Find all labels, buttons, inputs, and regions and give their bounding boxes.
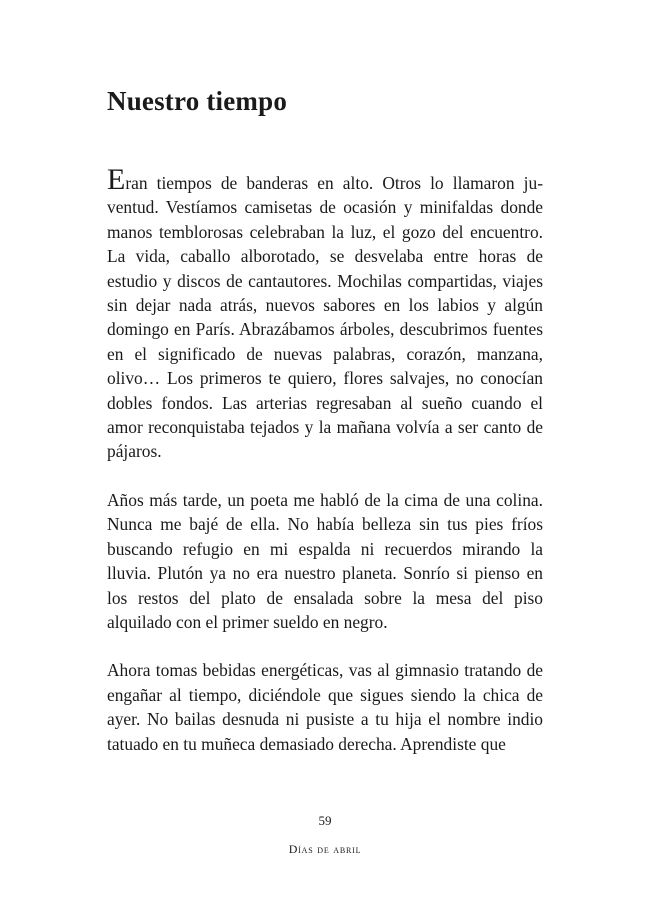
- paragraph-1: [107, 163, 543, 464]
- paragraph-2: [107, 488, 543, 634]
- paragraph-3-text: Ahora tomas bebidas energéticas, vas al gimnasio tratando de engañar al tiempo, diciéndole que sigues siendo la chica de ayer. No bailas desnuda ni pusiste a tu hija el nombre indio tatuado en tu muñeca demasiado derecha. Aprendiste que: [107, 660, 543, 754]
- running-footer-book-title: Días de abril: [288, 842, 362, 856]
- paragraph-3: [107, 658, 543, 756]
- paragraph-1-text: ran tiempos de banderas en alto. Otros lo llamaron juventud. Vestíamos camisetas de ocasión y minifaldas donde manos temblorosas celebraban la luz, el gozo del encuentro. La vida, caballo alborotado, se desvelaba entre horas de estudio y discos de cantautores. Mochilas compartidas, viajes sin dejar nada atrás, nuevos sabores en los labios y algún domingo en París. Abrazábamos árboles, descubrimos fuentes en el significado de nuevas palabras, corazón, manzana, olivo… Los primeros te quiero, flores salvajes, no conocían dobles fondos. Las arterias regresaban al sueño cuando el amor reconquistaba tejados y la mañana volvía a ser canto de pájaros.: [107, 173, 543, 462]
- chapter-title: Nuestro tiempo: [107, 86, 288, 116]
- page-number: 59: [318, 813, 332, 828]
- initial-letter: E: [107, 163, 126, 196]
- paragraph-2-text: Años más tarde, un poeta me habló de la cima de una colina. Nunca me bajé de ella. No había belleza sin tus pies fríos buscando refugio en mi espalda ni recuerdos mirando la lluvia. Plutón ya no era nuestro planeta. Sonrío si pienso en los restos del plato de ensalada sobre la mesa del piso alquilado con el primer sueldo en negro.: [107, 489, 543, 632]
- body-text: [107, 163, 543, 780]
